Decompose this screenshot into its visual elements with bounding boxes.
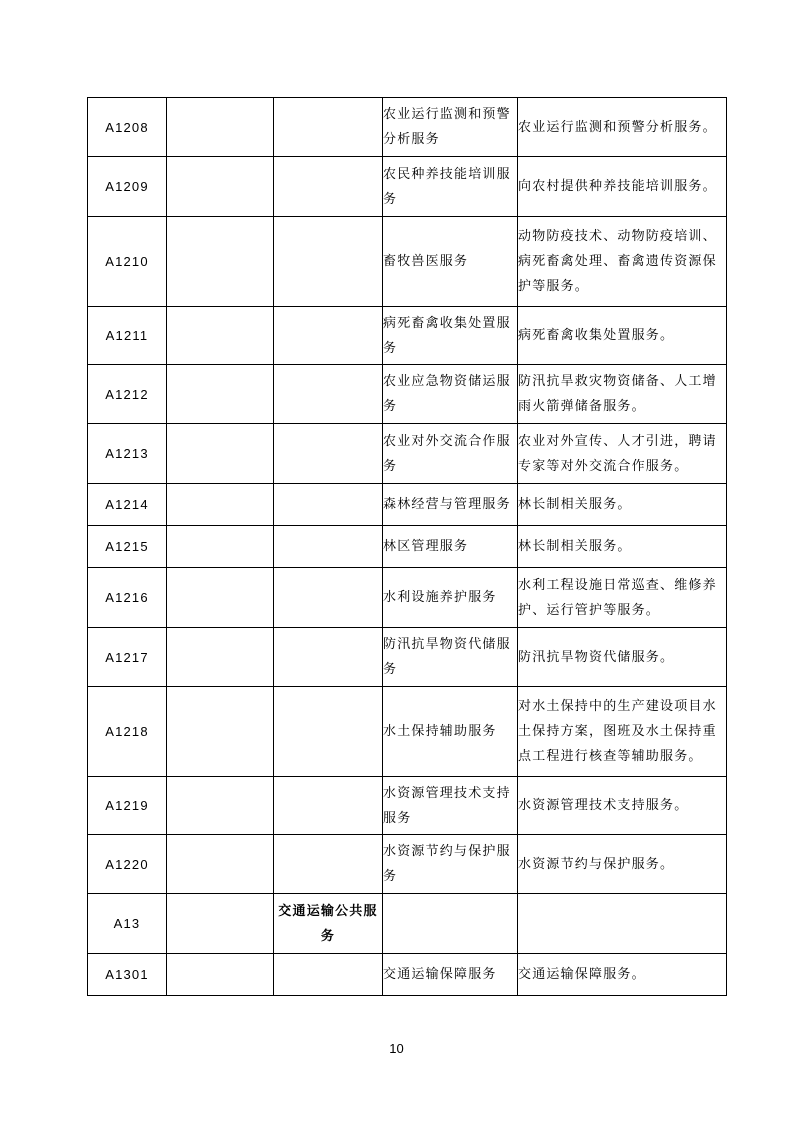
empty-cell <box>167 217 274 307</box>
item-description: 对水土保持中的生产建设项目水土保持方案，图班及水土保持重点工程进行核查等辅助服务。 <box>518 687 727 777</box>
empty-cell <box>167 894 274 954</box>
page-number: 10 <box>389 1041 404 1056</box>
empty-cell <box>167 835 274 894</box>
category-row <box>88 894 727 954</box>
item-name: 农业运行监测和预警分析服务 <box>383 98 518 157</box>
empty-cell <box>167 628 274 687</box>
item-description: 农业对外宣传、人才引进，聘请专家等对外交流合作服务。 <box>518 424 727 484</box>
empty-cell <box>274 484 383 526</box>
item-name: 农业应急物资储运服务 <box>383 365 518 424</box>
empty-cell <box>167 98 274 157</box>
item-description: 林长制相关服务。 <box>518 526 727 568</box>
table-row <box>88 568 727 628</box>
empty-cell <box>274 954 383 996</box>
item-name: 农民种养技能培训服务 <box>383 157 518 217</box>
empty-cell <box>167 484 274 526</box>
item-description: 防汛抗旱物资代储服务。 <box>518 628 727 687</box>
item-code: A1218 <box>88 687 167 777</box>
service-catalog-table <box>87 97 727 996</box>
empty-cell <box>518 894 727 954</box>
item-description: 交通运输保障服务。 <box>518 954 727 996</box>
item-code: A1210 <box>88 217 167 307</box>
empty-cell <box>274 424 383 484</box>
empty-cell <box>274 157 383 217</box>
table-row <box>88 98 727 157</box>
table-row <box>88 424 727 484</box>
item-code: A1217 <box>88 628 167 687</box>
empty-cell <box>167 157 274 217</box>
empty-cell <box>274 835 383 894</box>
category-code: A13 <box>88 894 167 954</box>
empty-cell <box>274 777 383 835</box>
item-description: 水资源管理技术支持服务。 <box>518 777 727 835</box>
item-name: 农业对外交流合作服务 <box>383 424 518 484</box>
item-code: A1214 <box>88 484 167 526</box>
item-code: A1220 <box>88 835 167 894</box>
item-code: A1208 <box>88 98 167 157</box>
item-code: A1215 <box>88 526 167 568</box>
item-description: 向农村提供种养技能培训服务。 <box>518 157 727 217</box>
item-name: 水土保持辅助服务 <box>383 687 518 777</box>
empty-cell <box>274 217 383 307</box>
item-name: 林区管理服务 <box>383 526 518 568</box>
item-name: 病死畜禽收集处置服务 <box>383 307 518 365</box>
item-code: A1216 <box>88 568 167 628</box>
item-description: 动物防疫技术、动物防疫培训、病死畜禽处理、畜禽遗传资源保护等服务。 <box>518 217 727 307</box>
empty-cell <box>274 526 383 568</box>
item-description: 林长制相关服务。 <box>518 484 727 526</box>
item-name: 水资源管理技术支持服务 <box>383 777 518 835</box>
table-row <box>88 526 727 568</box>
item-code: A1301 <box>88 954 167 996</box>
empty-cell <box>167 424 274 484</box>
empty-cell <box>167 777 274 835</box>
table-row <box>88 217 727 307</box>
item-name: 防汛抗旱物资代储服务 <box>383 628 518 687</box>
empty-cell <box>274 628 383 687</box>
item-name: 森林经营与管理服务 <box>383 484 518 526</box>
table-row <box>88 687 727 777</box>
table-row <box>88 954 727 996</box>
item-name: 交通运输保障服务 <box>383 954 518 996</box>
item-description: 防汛抗旱救灾物资储备、人工增雨火箭弹储备服务。 <box>518 365 727 424</box>
item-description: 水资源节约与保护服务。 <box>518 835 727 894</box>
table-row <box>88 628 727 687</box>
item-description: 水利工程设施日常巡查、维修养护、运行管护等服务。 <box>518 568 727 628</box>
empty-cell <box>167 365 274 424</box>
item-code: A1219 <box>88 777 167 835</box>
item-code: A1213 <box>88 424 167 484</box>
table-row <box>88 157 727 217</box>
empty-cell <box>274 307 383 365</box>
empty-cell <box>274 98 383 157</box>
empty-cell <box>274 687 383 777</box>
item-name: 畜牧兽医服务 <box>383 217 518 307</box>
empty-cell <box>274 568 383 628</box>
item-description: 病死畜禽收集处置服务。 <box>518 307 727 365</box>
item-code: A1212 <box>88 365 167 424</box>
empty-cell <box>167 954 274 996</box>
item-description: 农业运行监测和预警分析服务。 <box>518 98 727 157</box>
table-row <box>88 835 727 894</box>
category-name: 交通运输公共服务 <box>274 894 383 954</box>
table-row <box>88 365 727 424</box>
item-name: 水资源节约与保护服务 <box>383 835 518 894</box>
empty-cell <box>167 307 274 365</box>
item-name: 水利设施养护服务 <box>383 568 518 628</box>
table-row <box>88 777 727 835</box>
table-row <box>88 307 727 365</box>
empty-cell <box>167 687 274 777</box>
item-code: A1209 <box>88 157 167 217</box>
empty-cell <box>383 894 518 954</box>
empty-cell <box>167 526 274 568</box>
item-code: A1211 <box>88 307 167 365</box>
empty-cell <box>274 365 383 424</box>
empty-cell <box>167 568 274 628</box>
table-row <box>88 484 727 526</box>
